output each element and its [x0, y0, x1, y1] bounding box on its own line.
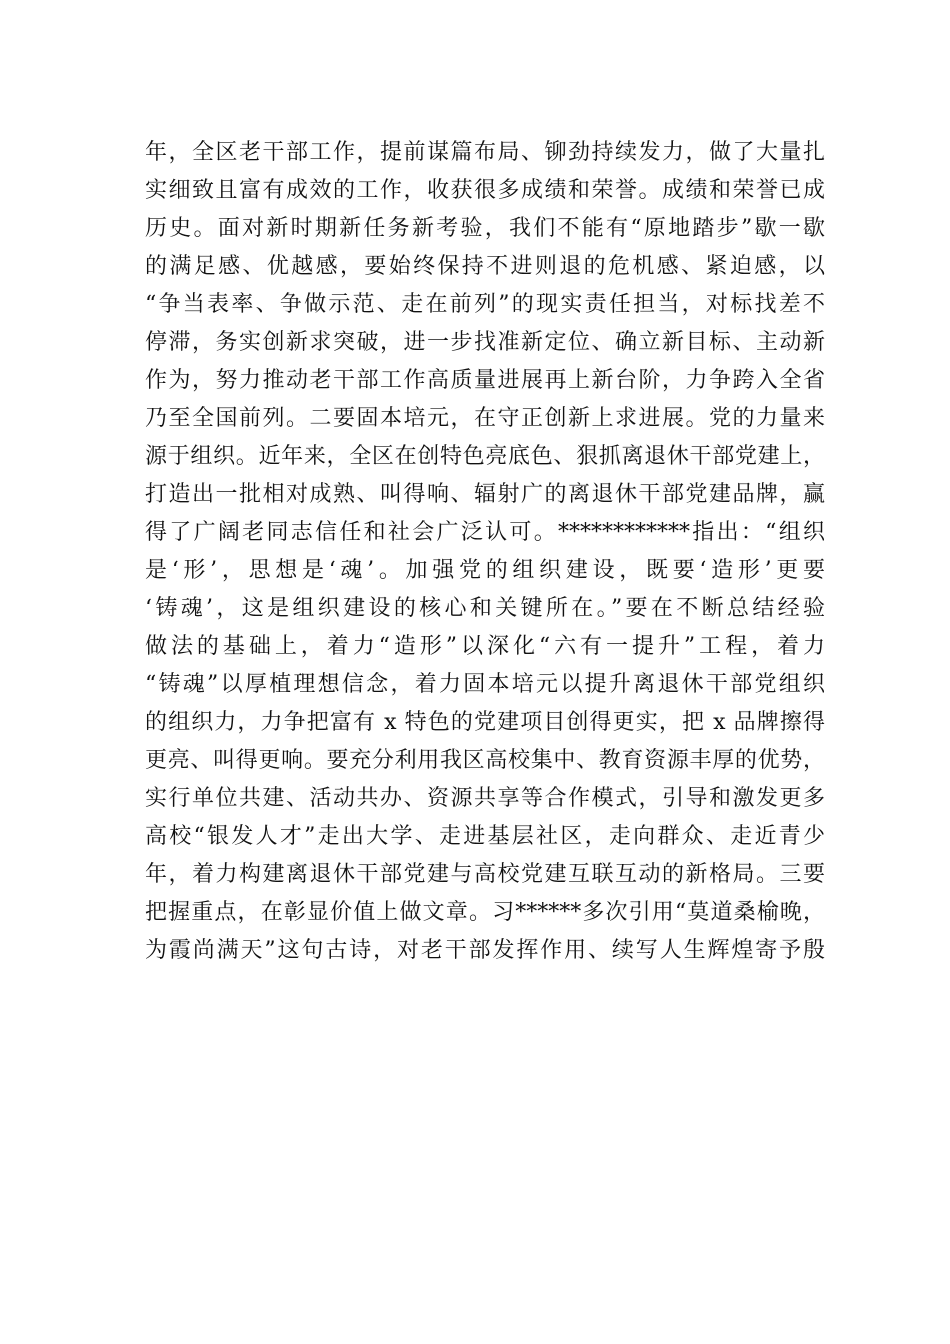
text-line: 是‘形’，思想是‘魂’。加强党的组织建设，既要‘造形’更要 — [145, 558, 825, 583]
text-line: 的组织力，力争把富有 x 特色的党建项目创得更实，把 x 品牌擦得 — [145, 710, 825, 735]
text-line: “争当表率、争做示范、走在前列”的现实责任担当，对标找差不 — [145, 292, 825, 317]
text-line: 乃至全国前列。二要固本培元，在守正创新上求进展。党的力量来 — [145, 406, 825, 431]
text-line: 作为，努力推动老干部工作高质量进展再上新台阶，力争跨入全省 — [145, 368, 825, 393]
body-text — [145, 134, 825, 970]
text-line: 为霞尚满天”这句古诗，对老干部发挥作用、续写人生辉煌寄予殷 — [145, 938, 825, 963]
text-line: 历史。面对新时期新任务新考验，我们不能有“原地踏步”歇一歇 — [145, 216, 825, 241]
text-line: ‘铸魂’，这是组织建设的核心和关键所在。”要在不断总结经验 — [145, 596, 825, 621]
text-line: 把握重点，在彰显价值上做文章。习******多次引用“莫道桑榆晚， — [145, 900, 825, 925]
text-line: “铸魂”以厚植理想信念，着力固本培元以提升离退休干部党组织 — [145, 672, 825, 697]
text-line: 源于组织。近年来，全区在创特色亮底色、狠抓离退休干部党建上， — [145, 444, 825, 469]
text-line: 实细致且富有成效的工作，收获很多成绩和荣誉。成绩和荣誉已成 — [145, 178, 825, 203]
text-line: 年，着力构建离退休干部党建与高校党建互联互动的新格局。三要 — [145, 862, 825, 887]
text-line: 年，全区老干部工作，提前谋篇布局、铆劲持续发力，做了大量扎 — [145, 140, 825, 165]
text-line: 得了广阔老同志信任和社会广泛认可。************指出：“组织 — [145, 520, 825, 545]
text-line: 停滞，务实创新求突破，进一步找准新定位、确立新目标、主动新 — [145, 330, 825, 355]
text-line: 实行单位共建、活动共办、资源共享等合作模式，引导和激发更多 — [145, 786, 825, 811]
text-line: 更亮、叫得更响。要充分利用我区高校集中、教育资源丰厚的优势， — [145, 748, 825, 773]
text-line: 做法的基础上，着力“造形”以深化“六有一提升”工程，着力 — [145, 634, 825, 659]
text-line: 的满足感、优越感，要始终保持不进则退的危机感、紧迫感，以 — [145, 254, 825, 279]
text-line: 高校“银发人才”走出大学、走进基层社区，走向群众、走近青少 — [145, 824, 825, 849]
text-line: 打造出一批相对成熟、叫得响、辐射广的离退休干部党建品牌，赢 — [145, 482, 825, 507]
